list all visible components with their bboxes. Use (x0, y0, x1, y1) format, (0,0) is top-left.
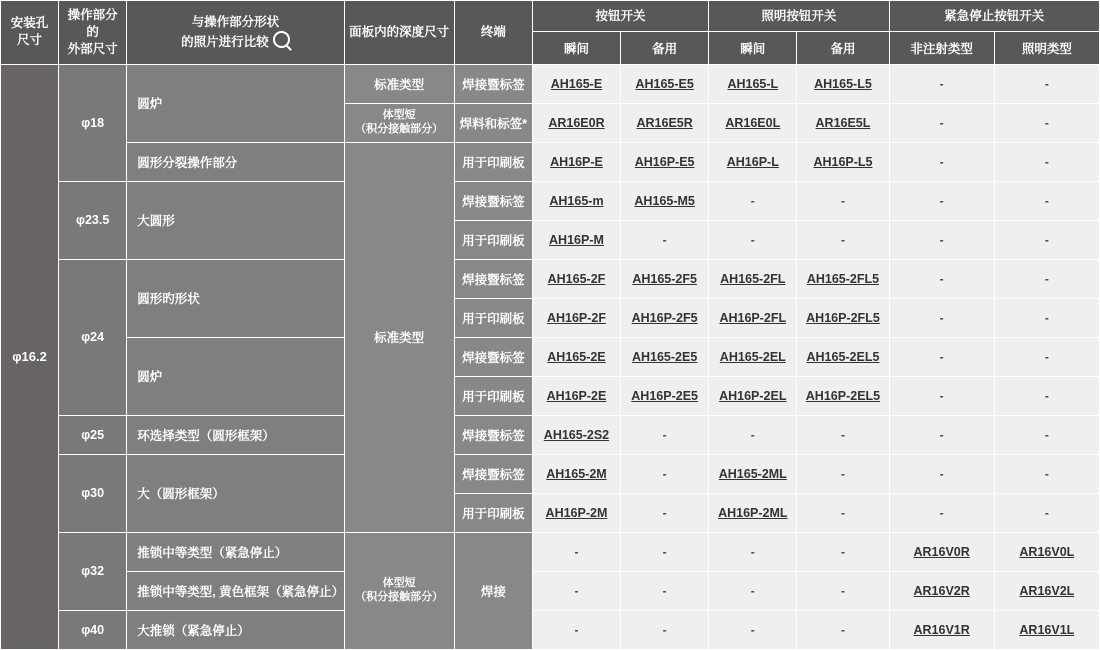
table-row (1, 415, 1100, 454)
product-link[interactable]: AH16P-E5 (634, 154, 695, 169)
header-shape-photo (127, 1, 344, 65)
product-cell-empty: - (994, 220, 1099, 259)
product-cell (709, 454, 797, 493)
product-link[interactable]: AH165-2EL5 (806, 349, 880, 364)
product-link[interactable]: AH165-2M (546, 466, 607, 481)
product-link[interactable]: AH16P-2EL5 (805, 388, 881, 403)
product-link[interactable]: AR16E5R (636, 115, 693, 130)
table-row (1, 142, 1100, 181)
product-link[interactable]: AH165-2F (547, 271, 606, 286)
cell-shape-round-furnace: 圆炉 (127, 64, 344, 142)
product-link[interactable]: AH165-M5 (634, 193, 695, 208)
product-cell-empty: - (797, 532, 889, 571)
product-cell-empty: - (994, 142, 1099, 181)
cell-shape-ring-select: 环选择类型（圆形框架） (127, 415, 344, 454)
cell-depth-short-1 (344, 103, 454, 142)
product-cell-empty: - (532, 532, 620, 571)
product-link[interactable]: AH165-m (549, 193, 604, 208)
table-row (1, 259, 1100, 298)
product-cell (994, 571, 1099, 610)
table-row (1, 454, 1100, 493)
product-link[interactable]: AH16P-2F5 (631, 310, 698, 325)
product-cell-empty: - (889, 298, 994, 337)
product-cell-empty: - (621, 532, 709, 571)
product-link[interactable]: AH165-E5 (635, 76, 694, 91)
product-cell (709, 259, 797, 298)
cell-terminal-5: 用于印刷板 (454, 220, 532, 259)
header-outer-size-l2: 外部尺寸 (67, 41, 118, 56)
cell-outer-size-p32: φ32 (59, 532, 127, 610)
product-cell-empty: - (621, 571, 709, 610)
product-cell-empty: - (994, 103, 1099, 142)
product-cell (797, 337, 889, 376)
cell-terminal-12: 用于印刷板 (454, 493, 532, 532)
product-cell-empty: - (889, 337, 994, 376)
product-cell-empty: - (994, 493, 1099, 532)
product-cell-empty: - (994, 337, 1099, 376)
header-sub-alternate: 备用 (621, 32, 709, 64)
product-link[interactable]: AH165-L5 (814, 76, 872, 91)
product-cell-empty: - (994, 454, 1099, 493)
product-cell (532, 259, 620, 298)
product-cell (994, 532, 1099, 571)
product-cell-empty: - (889, 415, 994, 454)
product-cell (797, 142, 889, 181)
header-sub-alternate-illum: 备用 (797, 32, 889, 64)
product-link[interactable]: AR16V2R (913, 583, 970, 598)
product-cell (621, 376, 709, 415)
product-cell-empty: - (797, 610, 889, 649)
product-cell-empty: - (994, 415, 1099, 454)
product-cell (709, 142, 797, 181)
header-shape-l2: 的照片进行比较 (181, 34, 269, 49)
cell-outer-size-p30: φ30 (59, 454, 127, 532)
cell-terminal-6: 焊接暨标签 (454, 259, 532, 298)
header-shape-l2-wrap (130, 31, 340, 51)
product-cell (621, 103, 709, 142)
header-outer-size-l1: 操作部分的 (67, 8, 118, 39)
product-cell-empty: - (621, 454, 709, 493)
cell-depth-short-big (344, 532, 454, 649)
table-row (1, 610, 1100, 649)
product-cell-empty: - (797, 220, 889, 259)
table-row (1, 532, 1100, 571)
product-link[interactable]: AH16P-L (726, 154, 779, 169)
product-link[interactable]: AH16P-2FL5 (806, 310, 880, 325)
product-link[interactable]: AR16V0R (913, 544, 970, 559)
product-cell (709, 64, 797, 103)
cell-shape-push-lock-mid: 推锁中等类型（紧急停止） (127, 532, 344, 571)
product-cell (994, 610, 1099, 649)
cell-terminal-4: 焊接暨标签 (454, 181, 532, 220)
product-cell-empty: - (994, 298, 1099, 337)
product-cell-empty: - (889, 493, 994, 532)
product-link[interactable]: AH165-2E (547, 349, 606, 364)
cell-outer-size-p235: φ23.5 (59, 181, 127, 259)
cell-terminal-8: 焊接暨标签 (454, 337, 532, 376)
table-row (1, 181, 1100, 220)
product-cell (709, 493, 797, 532)
product-link[interactable]: AR16V1R (913, 622, 970, 637)
depth-short-l1: 体型短 (382, 108, 416, 121)
header-group-estop: 紧急停止按钮开关 (889, 1, 1099, 32)
product-link[interactable]: AH165-2S2 (543, 427, 610, 442)
product-cell (797, 64, 889, 103)
table-header-row-1 (1, 1, 1100, 32)
product-link[interactable]: AH165-2E5 (631, 349, 698, 364)
product-cell (889, 532, 994, 571)
product-cell (621, 64, 709, 103)
product-link[interactable]: AH16P-2M (545, 505, 608, 520)
cell-shape-push-lock-mid-yellow: 推锁中等类型, 黄色框架（紧急停止） (127, 571, 344, 610)
cell-depth-standard-big: 标准类型 (344, 142, 454, 532)
product-link[interactable]: AH16P-2ML (718, 505, 788, 520)
product-link[interactable]: AH16P-E (550, 154, 603, 169)
product-link[interactable]: AH165-2F5 (632, 271, 697, 286)
cell-terminal-7: 用于印刷板 (454, 298, 532, 337)
product-cell (532, 181, 620, 220)
product-cell-empty: - (797, 571, 889, 610)
product-cell-empty: - (709, 610, 797, 649)
product-cell-empty: - (709, 220, 797, 259)
header-sub-momentary-illum: 瞬间 (709, 32, 797, 64)
product-cell (621, 337, 709, 376)
cell-terminal-2: 焊料和标签* (454, 103, 532, 142)
product-link[interactable]: AH16P-2FL (719, 310, 787, 325)
product-cell (532, 142, 620, 181)
product-link[interactable]: AR16E5L (815, 115, 871, 130)
product-cell-empty: - (889, 103, 994, 142)
product-cell-empty: - (994, 259, 1099, 298)
depth-short-l2: （积分接触部分） (355, 122, 444, 135)
product-link[interactable]: AH165-E (550, 76, 603, 91)
cell-mount-size: φ16.2 (1, 64, 59, 649)
product-link[interactable]: AH165-2FL5 (806, 271, 880, 286)
product-cell-empty: - (621, 415, 709, 454)
product-cell (709, 298, 797, 337)
product-cell-empty: - (621, 610, 709, 649)
header-mount-size-l1: 安装孔 (10, 16, 49, 31)
product-cell (532, 298, 620, 337)
product-link[interactable]: AH16P-M (549, 232, 604, 247)
product-cell-empty: - (709, 415, 797, 454)
product-cell (889, 571, 994, 610)
cell-shape-round-furnace-2: 圆炉 (127, 337, 344, 415)
magnifier-icon[interactable] (273, 31, 290, 48)
product-link[interactable]: AR16E0R (548, 115, 605, 130)
product-cell-empty: - (994, 376, 1099, 415)
product-cell-empty: - (994, 64, 1099, 103)
product-link[interactable]: AH16P-2F (546, 310, 606, 325)
product-cell (532, 64, 620, 103)
product-link[interactable]: AH165-2FL (720, 271, 786, 286)
header-mount-size-l2: 尺寸 (17, 33, 43, 48)
product-cell-empty: - (797, 415, 889, 454)
cell-outer-size-p40: φ40 (59, 610, 127, 649)
cell-depth-standard-1: 标准类型 (344, 64, 454, 103)
product-cell (797, 376, 889, 415)
product-link[interactable]: AR16V2L (1019, 583, 1075, 598)
product-cell-empty: - (532, 571, 620, 610)
header-mount-size (1, 1, 59, 65)
product-cell-empty: - (889, 454, 994, 493)
cell-outer-size-p25: φ25 (59, 415, 127, 454)
product-cell (621, 259, 709, 298)
cell-terminal-11: 焊接暨标签 (454, 454, 532, 493)
header-shape-l1: 与操作部分形状 (191, 14, 280, 29)
header-group-pushbutton: 按钮开关 (532, 1, 708, 32)
header-sub-nonillum: 非注射类型 (889, 32, 994, 64)
product-cell (532, 220, 620, 259)
product-cell (621, 142, 709, 181)
product-cell (532, 415, 620, 454)
product-cell (709, 103, 797, 142)
header-sub-illum: 照明类型 (994, 32, 1099, 64)
product-cell-empty: - (994, 181, 1099, 220)
product-cell (532, 493, 620, 532)
cell-terminal-13: 焊接 (454, 532, 532, 649)
cell-terminal-3: 用于印刷板 (454, 142, 532, 181)
product-cell-empty: - (889, 181, 994, 220)
cell-outer-size-p24: φ24 (59, 259, 127, 415)
depth-short-big-l1: 体型短 (382, 576, 416, 589)
product-link[interactable]: AR16E0L (725, 115, 781, 130)
product-cell-empty: - (889, 376, 994, 415)
cell-terminal-1: 焊接暨标签 (454, 64, 532, 103)
product-cell-empty: - (709, 532, 797, 571)
product-cell-empty: - (889, 142, 994, 181)
product-cell-empty: - (889, 220, 994, 259)
product-cell (889, 610, 994, 649)
product-link[interactable]: AH165-L (727, 76, 779, 91)
product-cell (532, 103, 620, 142)
header-outer-size (59, 1, 127, 65)
cell-shape-big-round: 大圆形 (127, 181, 344, 259)
product-link[interactable]: AR16V0L (1019, 544, 1075, 559)
product-cell-empty: - (889, 259, 994, 298)
header-group-illuminated: 照明按钮开关 (709, 1, 889, 32)
cell-outer-size-p18: φ18 (59, 64, 127, 181)
product-cell (797, 259, 889, 298)
product-cell (709, 337, 797, 376)
product-cell (532, 454, 620, 493)
depth-short-big-l2: （积分接触部分） (355, 590, 444, 603)
table-row (1, 337, 1100, 376)
cell-terminal-9: 用于印刷板 (454, 376, 532, 415)
product-cell (797, 298, 889, 337)
product-cell-empty: - (797, 454, 889, 493)
product-link[interactable]: AH16P-2E (546, 388, 607, 403)
product-cell (709, 376, 797, 415)
cell-shape-big-push-lock: 大推锁（紧急停止） (127, 610, 344, 649)
product-link[interactable]: AH16P-L5 (813, 154, 873, 169)
product-cell (621, 298, 709, 337)
product-cell (532, 337, 620, 376)
product-link[interactable]: AR16V1L (1019, 622, 1075, 637)
product-cell (532, 376, 620, 415)
header-panel-depth: 面板内的深度尺寸 (344, 1, 454, 65)
product-cell (621, 181, 709, 220)
product-link[interactable]: AH16P-2EL (719, 388, 787, 403)
table-row (1, 571, 1100, 610)
product-cell-empty: - (709, 181, 797, 220)
product-cell-empty: - (889, 64, 994, 103)
header-terminal: 终端 (454, 1, 532, 65)
cell-terminal-10: 焊接暨标签 (454, 415, 532, 454)
product-link[interactable]: AH165-2EL (719, 349, 786, 364)
product-cell-empty: - (797, 493, 889, 532)
product-cell-empty: - (709, 571, 797, 610)
product-cell-empty: - (621, 493, 709, 532)
table-row (1, 64, 1100, 103)
header-sub-momentary: 瞬间 (532, 32, 620, 64)
product-cell-empty: - (621, 220, 709, 259)
product-cell-empty: - (532, 610, 620, 649)
cell-shape-round-shape: 圆形旳形状 (127, 259, 344, 337)
cell-shape-round-split: 圆形分裂操作部分 (127, 142, 344, 181)
product-cell (797, 103, 889, 142)
cell-shape-big-round-frame: 大（圆形框架） (127, 454, 344, 532)
product-link[interactable]: AH165-2ML (718, 466, 787, 481)
product-cell-empty: - (797, 181, 889, 220)
product-link[interactable]: AH16P-2E5 (631, 388, 698, 403)
